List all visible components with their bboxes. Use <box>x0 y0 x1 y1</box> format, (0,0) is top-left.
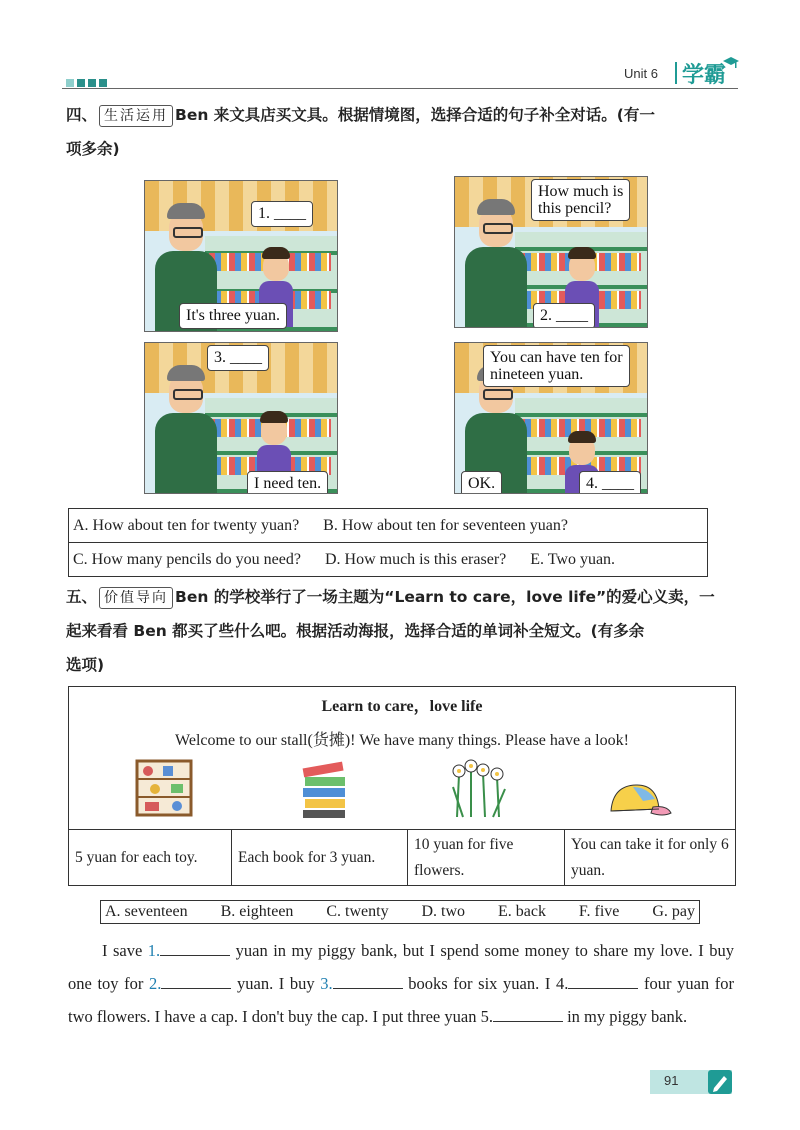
flowers-icon <box>443 757 513 821</box>
panel3-question-bubble: 3. ____ <box>207 345 269 371</box>
section4-instruction-line1: Ben 来文具店买文具。根据情境图，选择合适的句子补全对话。(有一 <box>175 106 655 124</box>
option-d: D. How much is this eraser? <box>324 550 507 568</box>
books-icon <box>297 757 353 819</box>
passage-text: in my piggy bank. <box>562 1007 688 1026</box>
section5-options-box <box>100 900 700 924</box>
panel4-offer-bubble <box>483 345 630 387</box>
brand-divider <box>675 62 677 84</box>
comic-panel-3 <box>144 342 338 494</box>
panel2-question-bubble <box>531 179 630 221</box>
word-option-a: A. seventeen <box>105 903 188 920</box>
panel2-answer-bubble: 2. ____ <box>533 303 595 328</box>
price-cap: You can take it for only 6 yuan. <box>571 835 729 879</box>
cloze-passage <box>68 934 734 1033</box>
panel3-answer-bubble: I need ten. <box>247 471 328 494</box>
panel1-question-bubble: 1. ____ <box>251 201 313 227</box>
passage-text: yuan. I buy <box>231 974 321 993</box>
blank-2[interactable] <box>161 974 231 989</box>
word-option-b: B. eighteen <box>220 903 294 920</box>
price-book: Each book for 3 yuan. <box>232 830 408 885</box>
blank-number-4: 4. <box>555 974 569 993</box>
panel4-answer-bubble: 4. ____ <box>579 471 641 494</box>
blank-number-2: 2. <box>149 974 162 993</box>
section4-number: 四、 <box>66 106 98 124</box>
passage-text: four yuan for two flowers. I have a cap. I don't buy the cap. I put three yuan <box>68 974 734 1026</box>
price-flowers: 10 yuan for five flowers. <box>408 830 565 885</box>
price-toy: 5 yuan for each toy. <box>69 830 232 885</box>
option-a: A. How about ten for twenty yuan? <box>73 516 300 534</box>
section4-options-box <box>68 508 708 577</box>
panel2-question-line1: How much is <box>538 183 624 200</box>
passage-text: books for six yuan. I <box>402 974 556 993</box>
panel4-ok-bubble: OK. <box>461 471 502 494</box>
pencil-icon <box>706 1068 734 1096</box>
section5-number: 五、 <box>66 588 98 606</box>
poster-title: Learn to care，love life <box>321 698 483 715</box>
section4-tag: 生活运用 <box>99 105 173 127</box>
blank-1[interactable] <box>160 941 230 956</box>
sale-poster <box>68 686 736 886</box>
passage-text: I save <box>102 941 148 960</box>
cap-icon <box>603 781 673 825</box>
graduation-cap-icon <box>722 54 740 72</box>
section4-instruction-line2: 项多余) <box>66 140 120 158</box>
brand-logo: 学霸 <box>682 63 727 88</box>
word-option-d: D. two <box>421 903 466 920</box>
option-e: E. Two yuan. <box>530 550 616 568</box>
option-b: B. How about ten for seventeen yuan? <box>323 516 568 534</box>
comic-panel-1 <box>144 180 338 332</box>
unit-label: Unit 6 <box>624 66 658 81</box>
word-option-e: E. back <box>497 903 546 920</box>
blank-number-1: 1. <box>147 941 161 960</box>
blank-3[interactable] <box>333 974 403 989</box>
comic-panel-4 <box>454 342 648 494</box>
blank-number-3: 3. <box>320 974 333 993</box>
poster-price-row <box>69 829 735 885</box>
passage-text: yuan in my piggy bank, but I spend some money to share my love. I buy one toy for <box>68 941 734 993</box>
panel4-offer-line1: You can have ten for <box>490 349 623 366</box>
section5-instruction-line1: Ben 的学校举行了一场主题为“Learn to care，love life”的爱心义卖，一 <box>175 588 715 606</box>
section4-instruction <box>66 98 738 166</box>
word-option-g: G. pay <box>652 903 695 920</box>
header-rule <box>62 88 738 89</box>
panel4-offer-line2: nineteen yuan. <box>490 366 584 383</box>
page-number: 91 <box>664 1073 679 1088</box>
blank-5[interactable] <box>493 1007 563 1022</box>
option-c: C. How many pencils do you need? <box>73 550 301 568</box>
blank-4[interactable] <box>568 974 638 989</box>
word-option-c: C. twenty <box>326 903 389 920</box>
word-option-f: F. five <box>578 903 620 920</box>
panel2-question-line2: this pencil? <box>538 200 612 217</box>
toy-shelf-icon <box>133 757 195 819</box>
options-row-2 <box>69 542 707 576</box>
section5-instruction-line2: 起来看看 Ben 都买了些什么吧。根据活动海报，选择合适的单词补全短文。(有多余 <box>66 622 645 640</box>
section5-instruction-line3: 选项) <box>66 656 105 674</box>
section5-instruction <box>66 580 738 682</box>
options-row-1 <box>69 509 707 542</box>
section5-tag: 价值导向 <box>99 587 173 609</box>
poster-welcome: Welcome to our stall(货摊)! We have many things. Please have a look! <box>175 732 629 749</box>
blank-number-5: 5. <box>480 1007 493 1026</box>
comic-panel-2 <box>454 176 648 328</box>
panel1-answer-bubble: It's three yuan. <box>179 303 287 329</box>
